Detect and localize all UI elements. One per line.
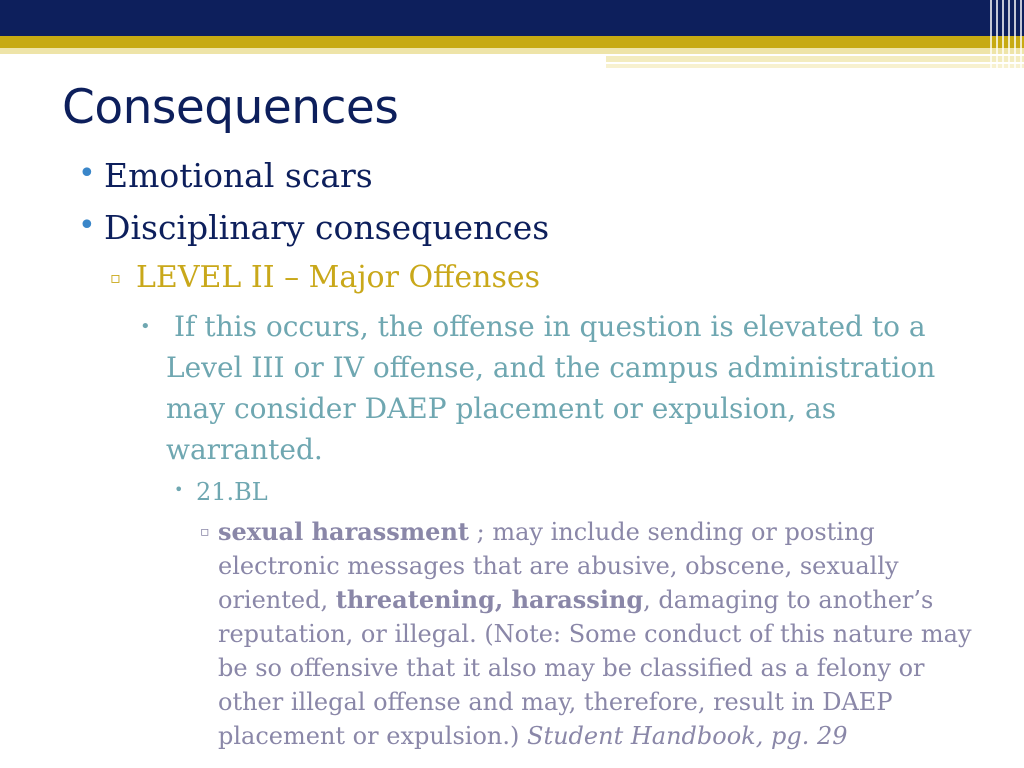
square-bullet-icon: ▫ (200, 524, 210, 540)
slide-title: Consequences (62, 80, 399, 135)
bullet-text: Disciplinary consequences (104, 208, 550, 247)
level4-text: 21.BL (196, 478, 268, 506)
square-bullet-icon: ▫ (110, 268, 121, 287)
level5-text-part1: ; may include sending or posting electronic messages that are abusive, obscene, sexually oriented, (218, 518, 899, 614)
level3-paragraph (140, 306, 966, 470)
level5-text-part2: , damaging to another’s reputation, or illegal. (Note: Some conduct of this nature may be so offensive that it also may be classified as a felony or other illegal offense and may, therefore, result in DAEP placement or expulsion.) (218, 586, 972, 750)
header-pale-bar-short-2 (606, 64, 1024, 68)
dot-bullet-icon: • (174, 480, 184, 499)
bullet-dot-icon: • (78, 208, 96, 243)
sub-heading-level-ii (110, 260, 540, 295)
level3-text: If this occurs, the offense in question is elevated to a Level III or IV offense, and the campus administration may consider DAEP placement or expulsion, as warranted. (166, 310, 936, 466)
level4-item (174, 478, 268, 506)
header-pale-bar (0, 48, 1024, 54)
bullet-text: Emotional scars (104, 156, 373, 195)
emphasis-threatening-harassing: threatening, harassing (335, 585, 644, 614)
bullet-emotional-scars (78, 156, 373, 195)
sub-heading-text: LEVEL II – Major Offenses (136, 260, 540, 295)
dot-bullet-icon: • (140, 316, 151, 337)
level5-paragraph (200, 515, 978, 753)
bullet-disciplinary (78, 208, 550, 247)
term-sexual-harassment: sexual harassment (218, 517, 469, 546)
header-gold-bar (0, 36, 1024, 48)
handbook-citation: Student Handbook, pg. 29 (527, 722, 848, 750)
header-pale-bar-short (606, 56, 1024, 62)
bullet-dot-icon: • (78, 156, 96, 191)
header-navy-bar (0, 0, 1024, 36)
header-stripe-decoration (984, 0, 1024, 72)
